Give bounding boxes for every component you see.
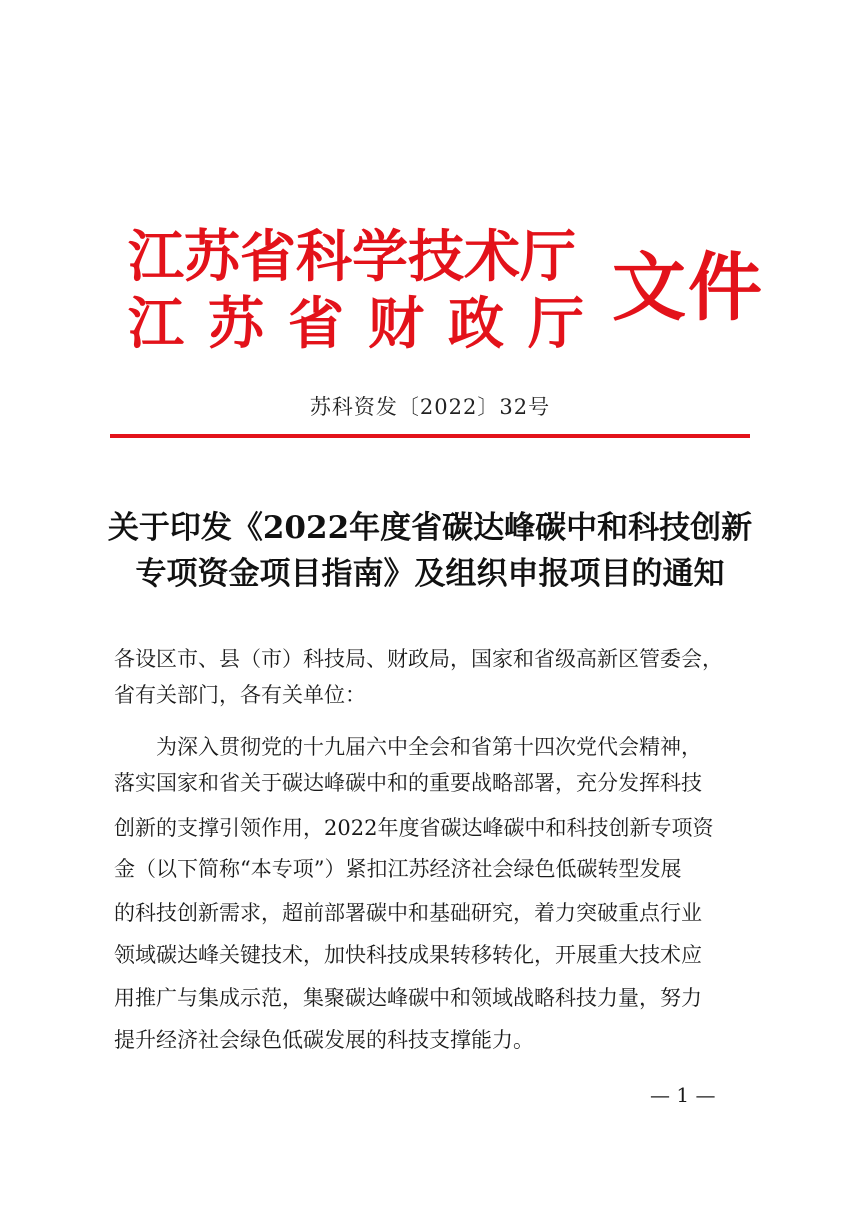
body-text-line: 为深入贯彻党的十九届六中全会和省第十四次党代会精神， — [156, 735, 702, 759]
body-text-line: 领域碳达峰关键技术，加快科技成果转移转化，开展重大技术应 — [114, 943, 702, 967]
issuer-name-science-dept: 江苏省科学技术厅 — [128, 224, 576, 290]
body-text-line: 各设区市、县（市）科技局、财政局，国家和省级高新区管委会， — [114, 647, 723, 671]
body-text-line: 落实国家和省关于碳达峰碳中和的重要战略部署，充分发挥科技 — [114, 771, 702, 795]
issuer-name-finance-dept: 江苏省财政厅 — [128, 291, 608, 357]
body-text-line: 用推广与集成示范，集聚碳达峰碳中和领域战略科技力量，努力 — [114, 986, 702, 1010]
body-text-line: 创新的支撑引领作用，2022年度省碳达峰碳中和科技创新专项资 — [114, 816, 714, 840]
notice-title-line-2: 专项资金项目指南》及组织申报项目的通知 — [135, 556, 725, 592]
document-word-label: 文件 — [612, 245, 764, 331]
body-text-line: 金（以下简称“本专项”）紧扣江苏经济社会绿色低碳转型发展 — [114, 857, 682, 881]
page-number: — 1 — — [650, 1083, 716, 1107]
notice-title-line-1: 关于印发《2022年度省碳达峰碳中和科技创新 — [107, 510, 753, 546]
document-number: 苏科资发〔2022〕32号 — [309, 395, 551, 419]
body-text-line: 省有关部门，各有关单位： — [114, 683, 366, 707]
body-text-line: 的科技创新需求，超前部署碳中和基础研究，着力突破重点行业 — [114, 901, 702, 925]
document-header — [0, 0, 860, 360]
red-divider-rule — [110, 434, 750, 438]
body-text-line: 提升经济社会绿色低碳发展的科技支撑能力。 — [114, 1028, 534, 1052]
